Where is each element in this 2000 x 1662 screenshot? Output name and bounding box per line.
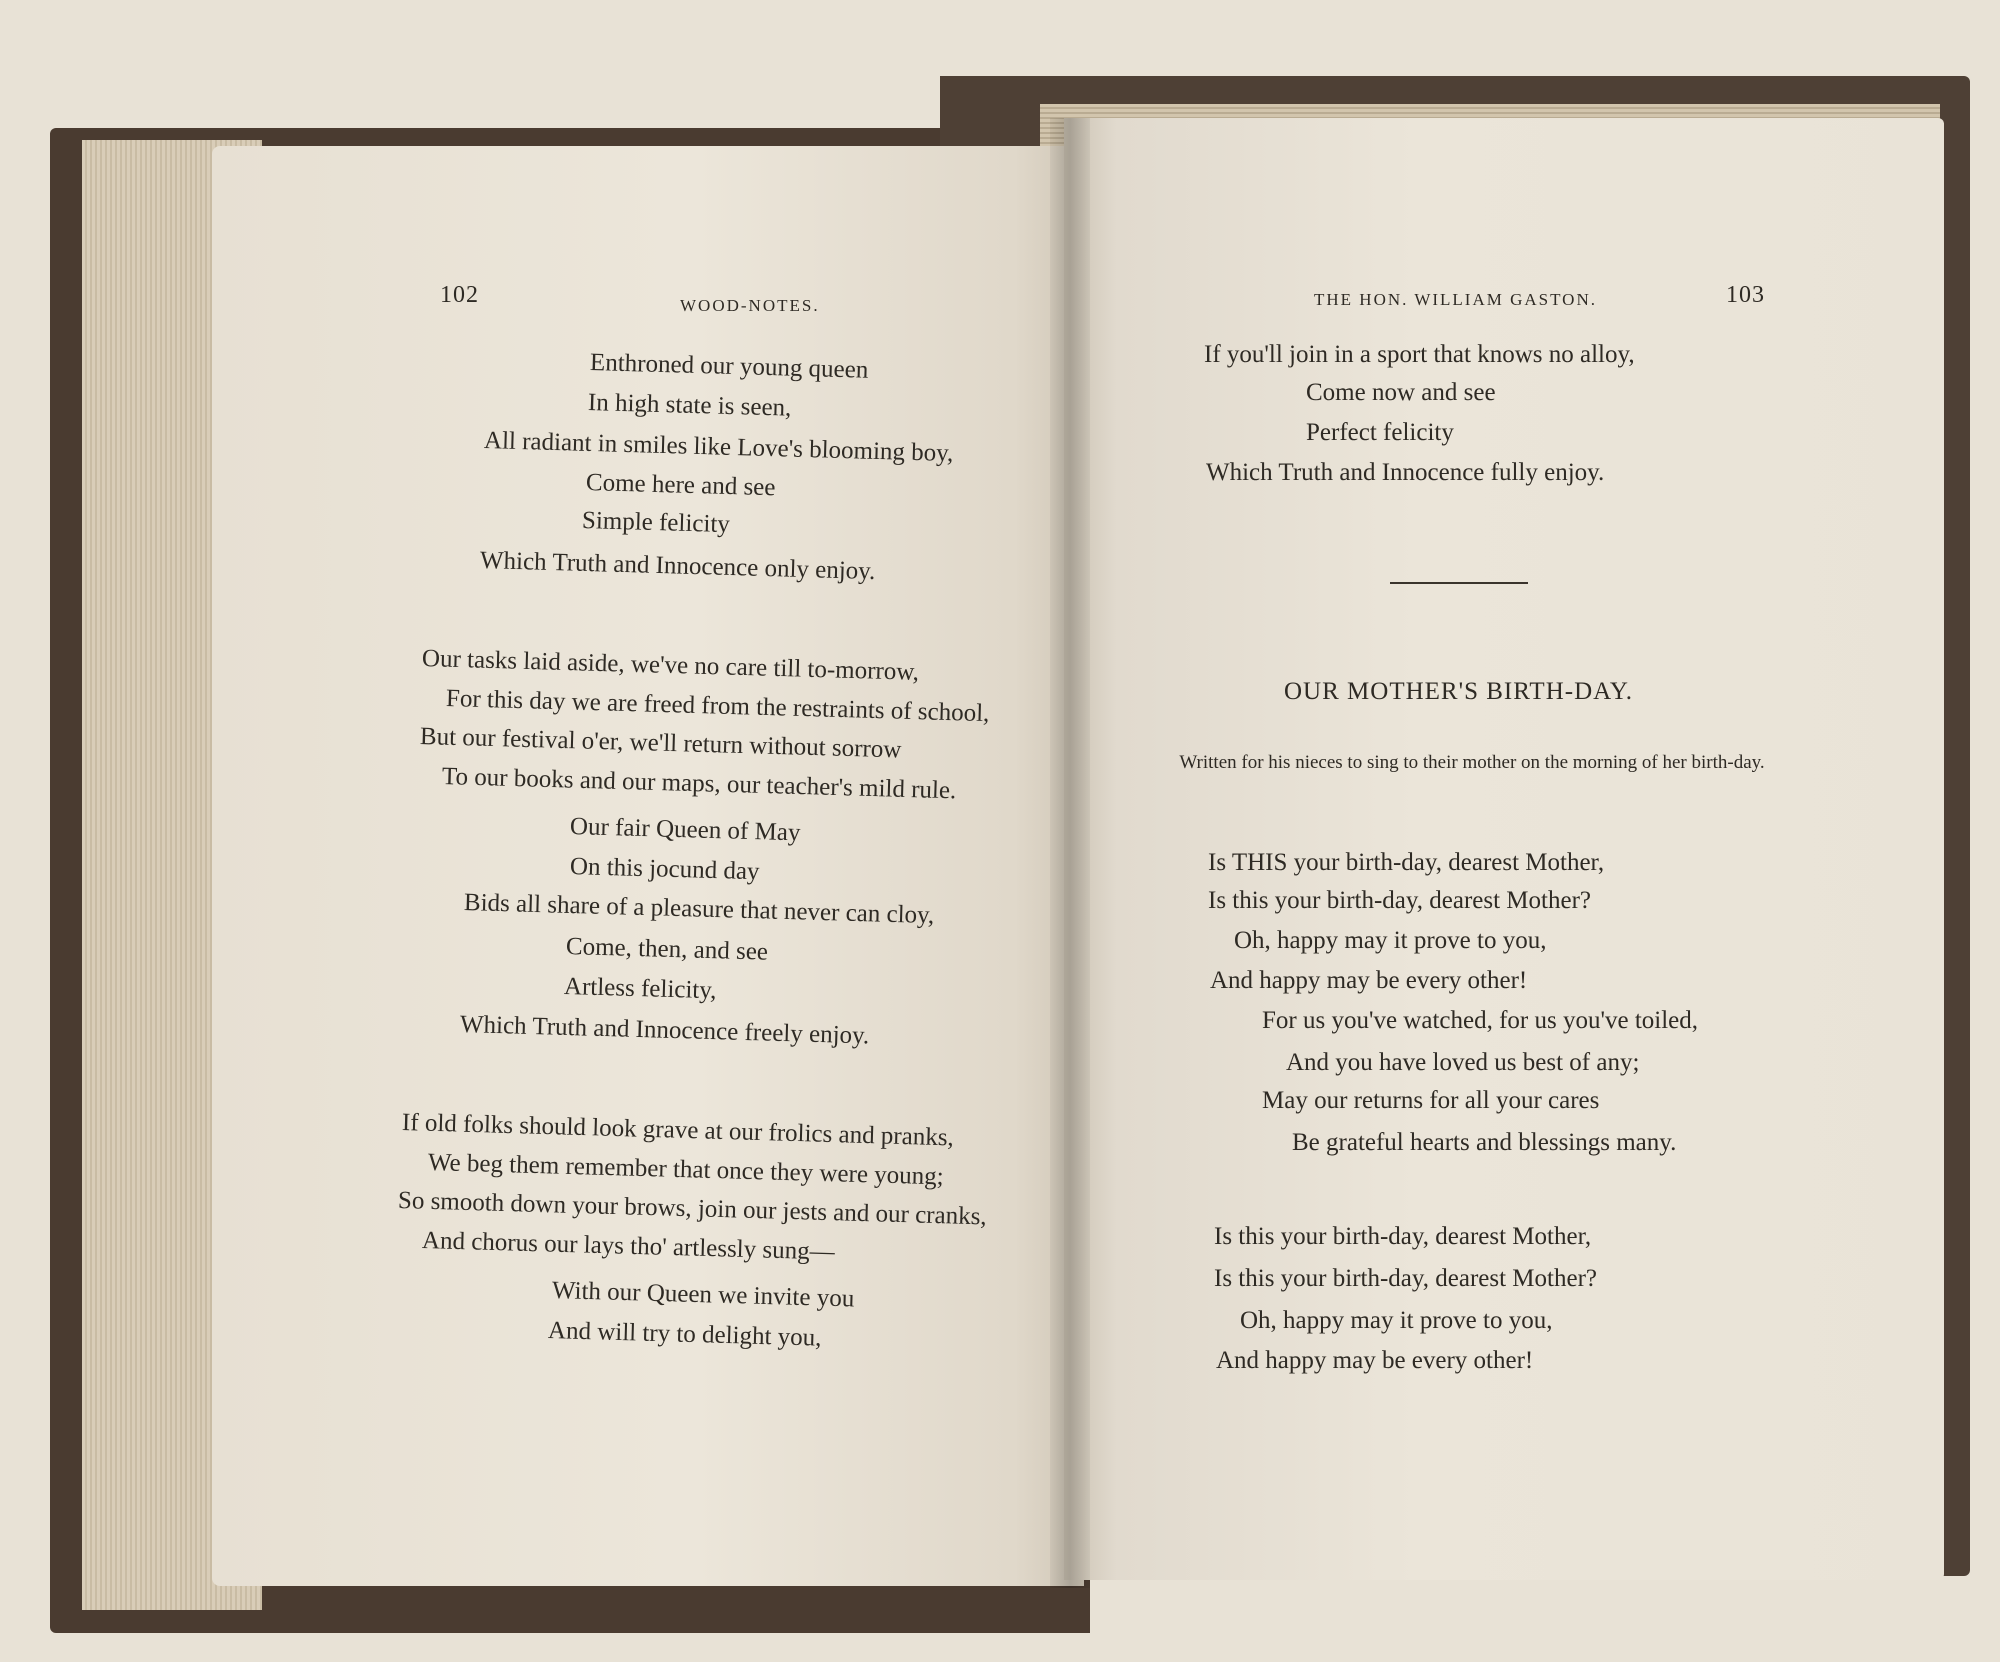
section-divider	[1390, 582, 1528, 584]
verse-line: Our fair Queen of May	[569, 813, 801, 847]
verse-line: Is this your birth-day, dearest Mother,	[1214, 1223, 1592, 1250]
verse-line: Which Truth and Innocence fully enjoy.	[1206, 459, 1605, 486]
verse-line: Come, then, and see	[565, 933, 769, 966]
verse-line: May our returns for all your cares	[1262, 1087, 1600, 1114]
verse-line: For us you've watched, for us you've toiled,	[1262, 1007, 1699, 1034]
book-gutter	[1050, 118, 1090, 1588]
running-head-left: WOOD-NOTES.	[680, 296, 820, 315]
verse-line: Be grateful hearts and blessings many.	[1292, 1129, 1677, 1156]
verse-line: Come now and see	[1306, 379, 1496, 406]
verse-line: Which Truth and Innocence freely enjoy.	[459, 1011, 870, 1050]
verse-line: Our tasks laid aside, we've no care till to-morrow,	[421, 645, 920, 686]
verse-line: If you'll join in a sport that knows no alloy,	[1204, 341, 1635, 368]
verse-line: Oh, happy may it prove to you,	[1234, 927, 1547, 954]
poem-subtitle: Written for his nieces to sing to their mother on the morning of her birth-day.	[1179, 752, 1765, 773]
verse-line: In high state is seen,	[587, 389, 792, 422]
page-number-left: 102	[440, 282, 479, 308]
verse-line: Is THIS your birth-day, dearest Mother,	[1208, 849, 1605, 876]
verse-line: And happy may be every other!	[1216, 1347, 1534, 1374]
verse-line: Is this your birth-day, dearest Mother?	[1208, 887, 1591, 914]
verse-line: And will try to delight you,	[547, 1317, 822, 1352]
verse-line: Perfect felicity	[1306, 419, 1454, 446]
verse-line: So smooth down your brows, join our jests and our cranks,	[397, 1187, 988, 1231]
verse-line: But our festival o'er, we'll return without sorrow	[419, 723, 902, 764]
page-number-right: 103	[1726, 282, 1765, 308]
verse-line: On this jocund day	[569, 853, 760, 886]
verse-line: If old folks should look grave at our frolics and pranks,	[401, 1109, 955, 1152]
verse-line: Which Truth and Innocence only enjoy.	[479, 547, 876, 586]
verse-line: For this day we are freed from the restraints of school,	[445, 685, 990, 728]
verse-line: Simple felicity	[581, 507, 731, 539]
verse-line: All radiant in smiles like Love's blooming boy,	[483, 427, 954, 468]
verse-line: And chorus our lays tho' artlessly sung—	[421, 1227, 836, 1266]
verse-line: And happy may be every other!	[1210, 967, 1528, 994]
verse-line: Enthroned our young queen	[589, 349, 869, 384]
verse-line: And you have loved us best of any;	[1286, 1049, 1640, 1076]
verse-line: We beg them remember that once they were young;	[427, 1149, 945, 1191]
verse-line: With our Queen we invite you	[551, 1277, 855, 1313]
poem-title: OUR MOTHER'S BIRTH-DAY.	[1284, 678, 1633, 705]
verse-line: Oh, happy may it prove to you,	[1240, 1307, 1553, 1334]
verse-line: Bids all share of a pleasure that never can cloy,	[463, 889, 935, 930]
verse-line: To our books and our maps, our teacher's mild rule.	[441, 763, 957, 805]
verse-line: Artless felicity,	[563, 973, 717, 1005]
verse-line: Come here and see	[585, 469, 776, 502]
verse-line: Is this your birth-day, dearest Mother?	[1214, 1265, 1597, 1292]
running-head-right: THE HON. WILLIAM GASTON.	[1314, 290, 1597, 309]
